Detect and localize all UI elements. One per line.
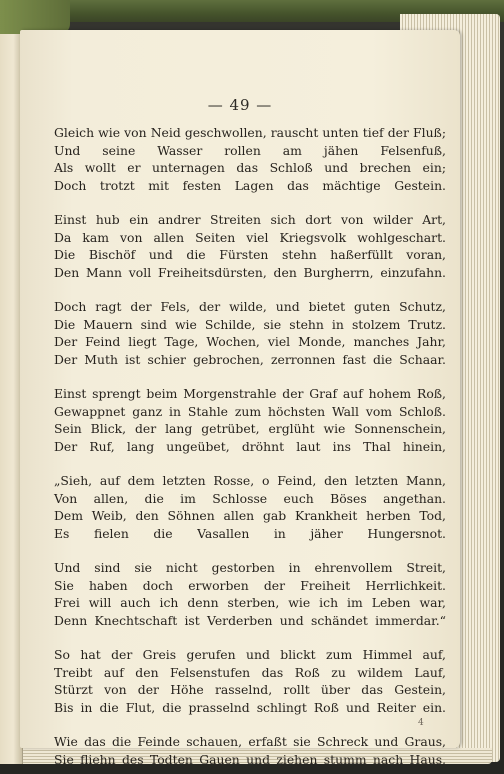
verse-line: Da kam von allen Seiten viel Kriegsvolk wohlgeschart.	[54, 229, 446, 245]
verse-line: Einst sprengt beim Morgenstrahle der Graf auf hohem Roß,	[54, 386, 446, 401]
verse-line: Der Muth ist schier gebrochen, zerronnen fast die Schaar.	[54, 351, 446, 367]
verse-line: Die Mauern sind wie Schilde, sie stehn in stolzem Trutz.	[54, 316, 446, 332]
stanza	[54, 298, 446, 368]
signature-mark: 4	[418, 718, 424, 728]
verse-line: Bis in die Flut, die prasselnd schlingt Roß und Reiter ein.	[54, 699, 446, 715]
verse-line: So hat der Greis gerufen und blickt zum Himmel auf,	[54, 647, 446, 662]
stanza	[54, 211, 446, 281]
verse-line: Gewappnet ganz in Stahle zum höchsten Wall vom Schloß.	[54, 403, 446, 419]
verse-line: Den Mann voll Freiheitsdürsten, den Burgherrn, einzufahn.	[54, 264, 446, 280]
verse-line: Als wollt er unternagen das Schloß und brechen ein;	[54, 160, 446, 175]
verse-line: Sein Blick, der lang getrübet, erglüht wie Sonnenschein,	[54, 421, 446, 436]
stanza	[54, 646, 446, 716]
stanza	[54, 472, 446, 542]
book-page	[20, 30, 460, 767]
verse-line: Und seine Wasser rollen am jähen Felsenfuß,	[54, 142, 446, 158]
verse-line: Stürzt von der Höhe rasselnd, rollt über das Gestein,	[54, 682, 446, 697]
verse-line: Sie fliehn des Todten Gauen und ziehen stumm nach Haus,	[54, 751, 446, 767]
verse-line: Es fielen die Vasallen in jäher Hungersnot.	[54, 525, 446, 541]
verse-line: Der Feind liegt Tage, Wochen, viel Monde, manches Jahr,	[54, 334, 446, 349]
page-number: — 49 —	[207, 96, 273, 114]
stanza	[54, 385, 446, 455]
verse-line: Doch trotzt mit festen Lagen das mächtige Gestein.	[54, 177, 446, 193]
stanza	[54, 124, 446, 194]
stanza	[54, 559, 446, 629]
verse-line: Treibt auf den Felsenstufen das Roß zu wildem Lauf,	[54, 664, 446, 680]
verse-line: Doch ragt der Fels, der wilde, und bietet guten Schutz,	[54, 299, 446, 314]
verse-line: Einst hub ein andrer Streiten sich dort von wilder Art,	[54, 212, 446, 227]
verse-line: Der Ruf, lang ungeübet, dröhnt laut ins Thal hinein,	[54, 438, 446, 454]
verse-line: Dem Weib, den Söhnen allen gab Krankheit herben Tod,	[54, 508, 446, 523]
verse-line: Die Bischöf und die Fürsten stehn haßerfüllt voran,	[54, 247, 446, 262]
verse-line: Gleich wie von Neid geschwollen, rauscht unten tief der Fluß;	[54, 125, 446, 140]
stanza	[54, 733, 446, 768]
verse-line: Und sind sie nicht gestorben in ehrenvollem Streit,	[54, 560, 446, 575]
book-cover-corner	[0, 0, 70, 34]
verse-line: Sie haben doch erworben der Freiheit Herrlichkeit.	[54, 577, 446, 593]
verse-line: Wie das die Feinde schauen, erfaßt sie Schreck und Graus,	[54, 734, 446, 749]
verse-line: Denn Knechtschaft ist Verderben und schändet immerdar.“	[54, 612, 446, 628]
poem-body	[54, 124, 446, 774]
verse-line: Von allen, die im Schlosse euch Böses angethan.	[54, 490, 446, 506]
verse-line: Frei will auch ich denn sterben, wie ich im Leben war,	[54, 595, 446, 610]
verse-line: „Sieh, auf dem letzten Rosse, o Feind, den letzten Mann,	[54, 473, 446, 488]
